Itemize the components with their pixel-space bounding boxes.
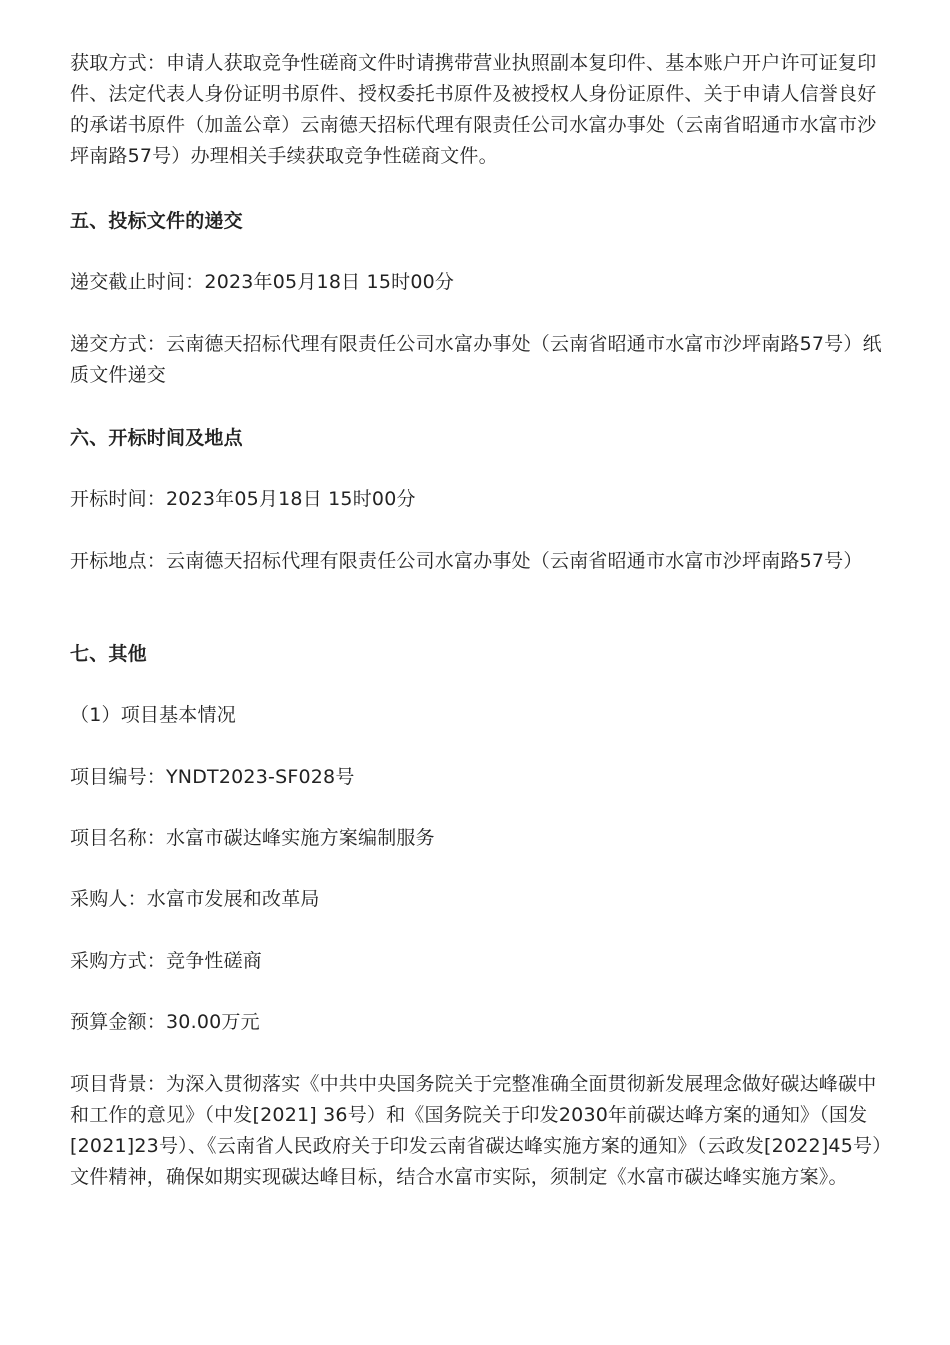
bid-opening-time-paragraph: 开标时间：2023年05月18日 15时00分	[70, 488, 416, 510]
submission-deadline-paragraph: 递交截止时间：2023年05月18日 15时00分	[70, 271, 455, 293]
purchaser-paragraph: 采购人：水富市发展和改革局	[70, 888, 320, 910]
section-7-heading: 七、其他	[70, 643, 147, 665]
project-name-paragraph: 项目名称：水富市碳达峰实施方案编制服务	[70, 827, 435, 849]
section-6-heading: 六、开标时间及地点	[70, 427, 243, 449]
budget-amount-paragraph: 预算金额：30.00万元	[70, 1011, 260, 1033]
acquisition-method-paragraph: 获取方式：申请人获取竞争性磋商文件时请携带营业执照副本复印件、基本账户开户许可证复印件、法定代表人身份证明书原件、授权委托书原件及被授权人身份证原件、关于申请人信誉良好的承诺书原件（加盖公章）云南德天招标代理有限责任公司水富办事处（云南省昭通市水富市沙坪南路57号）办理相关手续获取竞争性磋商文件。	[70, 52, 877, 167]
project-basic-info-paragraph: （1）项目基本情况	[70, 704, 236, 726]
project-background-paragraph: 项目背景：为深入贯彻落实《中共中央国务院关于完整准确全面贯彻新发展理念做好碳达峰碳中和工作的意见》（中发[2021] 36号）和《国务院关于印发2030年前碳达峰方案的通知》（国发[2021]23号）、《云南省人民政府关于印发云南省碳达峰实施方案的通知》（云政发[2022]45号）文件精神，确保如期实现碳达峰目标，结合水富市实际，须制定《水富市碳达峰实施方案》。	[70, 1073, 882, 1188]
procurement-method-paragraph: 采购方式：竞争性磋商	[70, 950, 263, 972]
bid-opening-location-paragraph: 开标地点：云南德天招标代理有限责任公司水富办事处（云南省昭通市水富市沙坪南路57号）	[70, 550, 863, 572]
project-number-paragraph: 项目编号：YNDT2023-SF028号	[70, 766, 355, 788]
section-5-heading: 五、投标文件的递交	[70, 210, 243, 232]
submission-method-paragraph: 递交方式：云南德天招标代理有限责任公司水富办事处（云南省昭通市水富市沙坪南路57号）纸质文件递交	[70, 333, 882, 386]
